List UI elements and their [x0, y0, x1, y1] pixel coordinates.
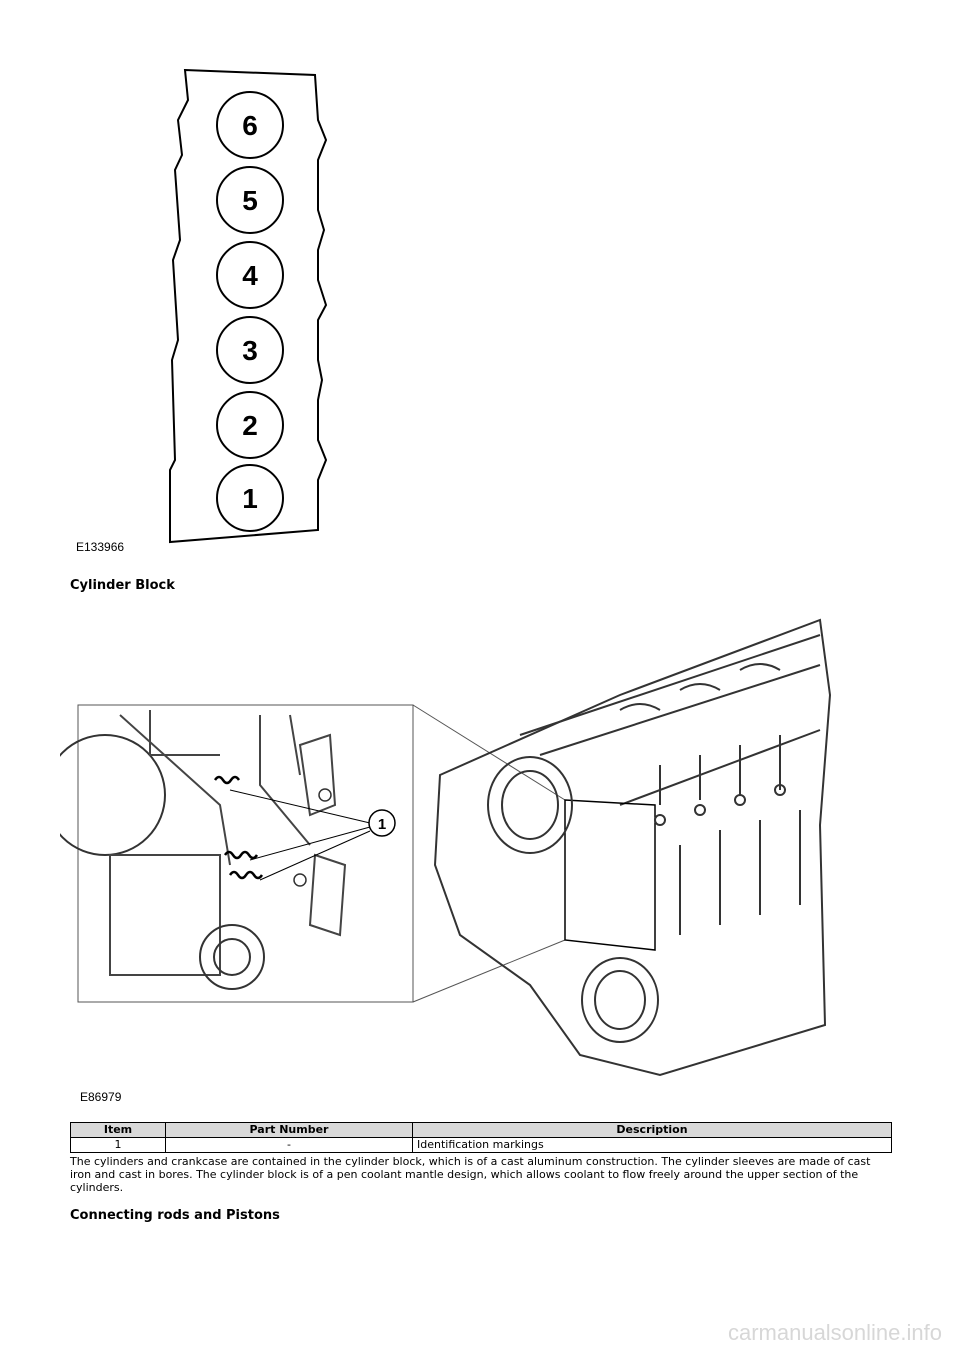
- cell-part-number: -: [166, 1138, 413, 1153]
- cylinder-number: 2: [242, 410, 258, 441]
- figure2-label: E86979: [80, 1090, 122, 1104]
- callout-number: 1: [377, 816, 387, 833]
- table-row: [71, 1138, 892, 1153]
- table-header-row: [71, 1123, 892, 1138]
- cylinder-bore: [217, 465, 283, 531]
- cylinder-bore: [217, 392, 283, 458]
- engine-block-illustration: [60, 605, 840, 1105]
- cylinder-number: 5: [242, 185, 258, 216]
- cylinder-bore: [217, 242, 283, 308]
- description-paragraph: The cylinders and crankcase are contained in the cylinder block, which is of a cast aluminum construction. The cylinder sleeves are made of cast iron and cast in bores. The cylinder block is of a pen coolant mantle design, which allows coolant to flow freely around the upper section of the cylinders.: [70, 1155, 871, 1194]
- cell-item: 1: [71, 1138, 166, 1153]
- cylinder-bore: [217, 317, 283, 383]
- parts-table: [70, 1122, 892, 1153]
- detail-inset: [60, 705, 413, 1002]
- cell-description: Identification markings: [413, 1138, 892, 1153]
- column-header-description: Description: [413, 1123, 892, 1138]
- cylinder-numbering-diagram: [60, 60, 360, 560]
- column-header-part-number: Part Number: [166, 1123, 413, 1138]
- engine-block: [435, 620, 830, 1075]
- cylinder-number: 6: [242, 110, 258, 141]
- callout-1: [369, 810, 395, 836]
- figure1-label: E133966: [76, 540, 125, 554]
- cylinder-number: 3: [242, 335, 258, 366]
- section-title-connecting-rods: Connecting rods and Pistons: [70, 1208, 280, 1223]
- section-title-cylinder-block: Cylinder Block: [70, 578, 175, 593]
- cylinder-number: 1: [242, 483, 258, 514]
- watermark: carmanualsonline.info: [727, 1320, 942, 1345]
- cylinder-number: 4: [242, 260, 258, 291]
- cylinder-bore: [217, 92, 283, 158]
- cylinder-bore: [217, 167, 283, 233]
- column-header-item: Item: [71, 1123, 166, 1138]
